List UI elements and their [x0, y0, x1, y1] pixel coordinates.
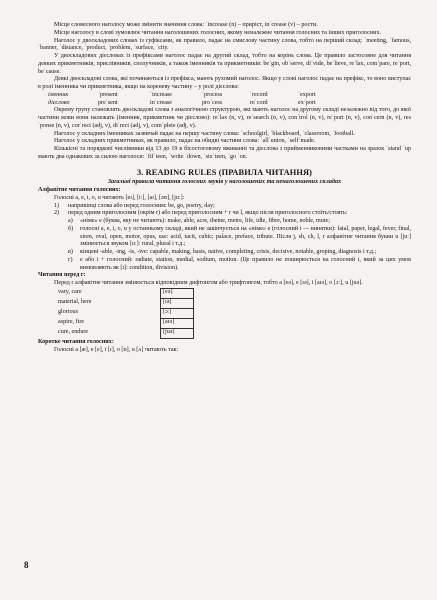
list-item [38, 210, 411, 218]
table-row [58, 308, 194, 318]
table-cell-word: vary, care [58, 289, 82, 296]
table-cell-word: glorious [58, 309, 78, 316]
sub-list-item [38, 257, 411, 273]
sub-list-text: «німе» e (буква, яку не читають): make, able, acre, theme, metre, life, idle, fibre, home, noble, mute; [80, 218, 330, 224]
stress-table-cell: іменник [48, 91, 69, 98]
paragraph-suffix-words: Наголос у двоскладових словах із суфіксами, як правило, падає на смислову частину слова, тобто на перший склад: ˈmeeting, ˈfamous, ˈbanner, ˈdistance, ˈproduct, ˈproblem, ˈsurface, ˈcity. [38, 37, 411, 52]
sub-list-text: e або i + голосний: radiate, station, medial, sodium, motion. (Це правило не поширюється на голосний i, який за цих умов вимовляють як [ɪ]: condition, division). [80, 256, 411, 271]
table-cell-transcription: [juə] [161, 328, 194, 338]
table-row [58, 298, 194, 308]
short-vowels-title: Коротке читання голосних: [38, 338, 114, 345]
stress-table-row-verb [48, 100, 411, 108]
page-number: 8 [24, 560, 29, 570]
paragraph-prefix-verbs: У двоскладових дієсловах із префіксами наголос падає на другий склад, тобто на корінь слова. Це правило застосовне для читання деяких прикметників, прислівників, сполучників, а також іменників та прикметників: beˈgin, obˈserve, diˈvide, beˈlieve, reˈlax, comˈpare, reˈport, beˈcause. [38, 53, 411, 75]
stress-table-cell: proˈcess [202, 99, 223, 106]
before-r-title: Читання перед r: [38, 272, 86, 279]
stress-table [48, 92, 411, 108]
sub-list-mark: в) [68, 249, 73, 255]
table-cell-word: aspire, fire [58, 319, 85, 326]
sub-list-item [38, 218, 411, 226]
stress-table-cell: ˈpresent [98, 91, 118, 98]
stress-table-cell: ˈprocess [202, 91, 223, 98]
vowels-intro: Голосні a, e, i, o, u читають [eɪ], [iː], [aɪ], [əʊ], [juː]: [54, 194, 185, 201]
sub-list-item [38, 226, 411, 249]
r-vowel-table [58, 288, 194, 339]
sub-list-text: голосні a, e, i, o, u у останньому складі, який не закінчується на «німе» e (голосний i — винятки): fatal, paper, legal, fever, final, siren, oval, open, motor, opus, use: acid, tacit, cubic; palace, preface, tribute. Після j, sh, ch, l, r алфавітне читання букви u [juː] змінюється звуком [uː]: rural, plural і т.д.; [80, 225, 411, 248]
stress-table-row-noun [48, 92, 411, 100]
stress-table-cell: ˈincrease [150, 91, 172, 98]
sub-list-item [38, 249, 411, 257]
section-heading: 3. READING RULES (ПРАВИЛА ЧИТАННЯ) [136, 167, 313, 177]
paragraph-second-syllable: Окрему групу становлять двоскладові слова з аналогічною структурою, які мають наголос на другому складі незалежно від того, до якої частини мови вони належать (іменник, прикметник чи дієслово): reˈlax (n, v), reˈsearch (n, v), conˈtrol (n, v), reˈport (n, v), conˈcern (n, v), resˈponse (n, v), corˈrect (adj, v), diˈrect (adj, v), comˈplete (adj, v). [38, 107, 411, 129]
paragraph-compound-nouns: Наголос у складних іменниках зазвичай падає на першу частину слова: ˈschoolgirl, ˈblackboard, ˈclassroom, ˈfootball. [54, 130, 355, 137]
paragraph-numerals: Кількісні та порядкові числівники від 13 до 19 в бісостоговому вживанні та дієслова з прийменниковими частками на зразок ˈstand ˈup мають два однакових за силою наголоси: ˈfifˈteen, ˈwrite ˈdown, ˈsixˈteen, ˈgo ˈon. [38, 146, 411, 160]
table-cell-word: cure, endure [58, 329, 89, 336]
stress-table-cell: ˈexport [298, 91, 316, 98]
sub-list-text: кінцеві -able, -ing, -is, -ive: capable, making, basis, native, completing, crisis, decisive, notable, groping, diagnosis і т.д.; [80, 249, 377, 255]
paragraph-stress-reading: Місце наголосу в слові зумовлює читання наголошених голосних, якому неналежне читання голосних та інших приголосних. [54, 29, 381, 36]
table-cell-word: material, here [58, 299, 92, 306]
section-subheading: Загальні правила читання голосних звуків у наголошених та ненаголошених складах [107, 178, 342, 186]
sub-list-mark: г) [68, 256, 73, 263]
paragraph-movable-stress: Деякі двоскладові слова, які починаються із префікса, мають рухомий наголос. Якщо у слові наголос падає на префікс, то воно виступає в ролі іменника чи прикметника, якщо на кореневу частину – у ролі дієслова: [38, 76, 411, 90]
stress-table-cell: reˈcord [250, 99, 268, 106]
stress-table-cell: preˈsent [98, 99, 118, 106]
short-vowels-text: Голосні a [æ], e [e], i [ɪ], o [ɒ], u [ʌ] читають так: [54, 346, 179, 353]
paragraph-stress-meaning: Місце словесного наголосу може змінити значення слова: ˈincrease (n) – приріст, inˈcrease (v) – рости. [54, 22, 318, 28]
stress-table-cell: ˈrecord [250, 91, 268, 98]
list-number: 2) [54, 210, 60, 217]
list-text: перед одним приголосним (окрім r) або перед приголосним + r чи l, якщо після приголосного стоїть/стоять: [68, 210, 348, 217]
table-row [58, 288, 194, 298]
paragraph-compound-adjectives: Наголос у складних прикметниках, як правило, падає на обидві частини слова: ˈallˈunion, ˈselfˈmade. [54, 138, 316, 145]
list-number: 1) [54, 202, 60, 209]
table-row [58, 318, 194, 328]
table-row [58, 328, 194, 338]
list-text: наприкінці слова або перед голосним: be, go, poetry, day; [68, 202, 215, 209]
sub-list-mark: б) [68, 225, 74, 232]
table-cell-transcription: [aɪə] [161, 318, 194, 328]
stress-table-cell: inˈcrease [150, 99, 172, 106]
sub-list-mark: а) [68, 218, 73, 224]
alphabet-title: Алфавітне читання голосних: [38, 187, 121, 193]
stress-table-cell: exˈport [298, 99, 316, 106]
table-cell-transcription: [eə] [161, 288, 194, 298]
before-r-text: Перед r алфавітне читання змінюється відповідним дифтонгом або трифтонгом, тобто a [eə], e [ɪə], i [aɪə], o [ɔː], u [juə]. [54, 280, 363, 286]
table-cell-transcription: [ɔː] [161, 308, 194, 318]
table-cell-transcription: [ɪə] [161, 298, 194, 308]
stress-table-cell: дієслово [48, 99, 70, 106]
